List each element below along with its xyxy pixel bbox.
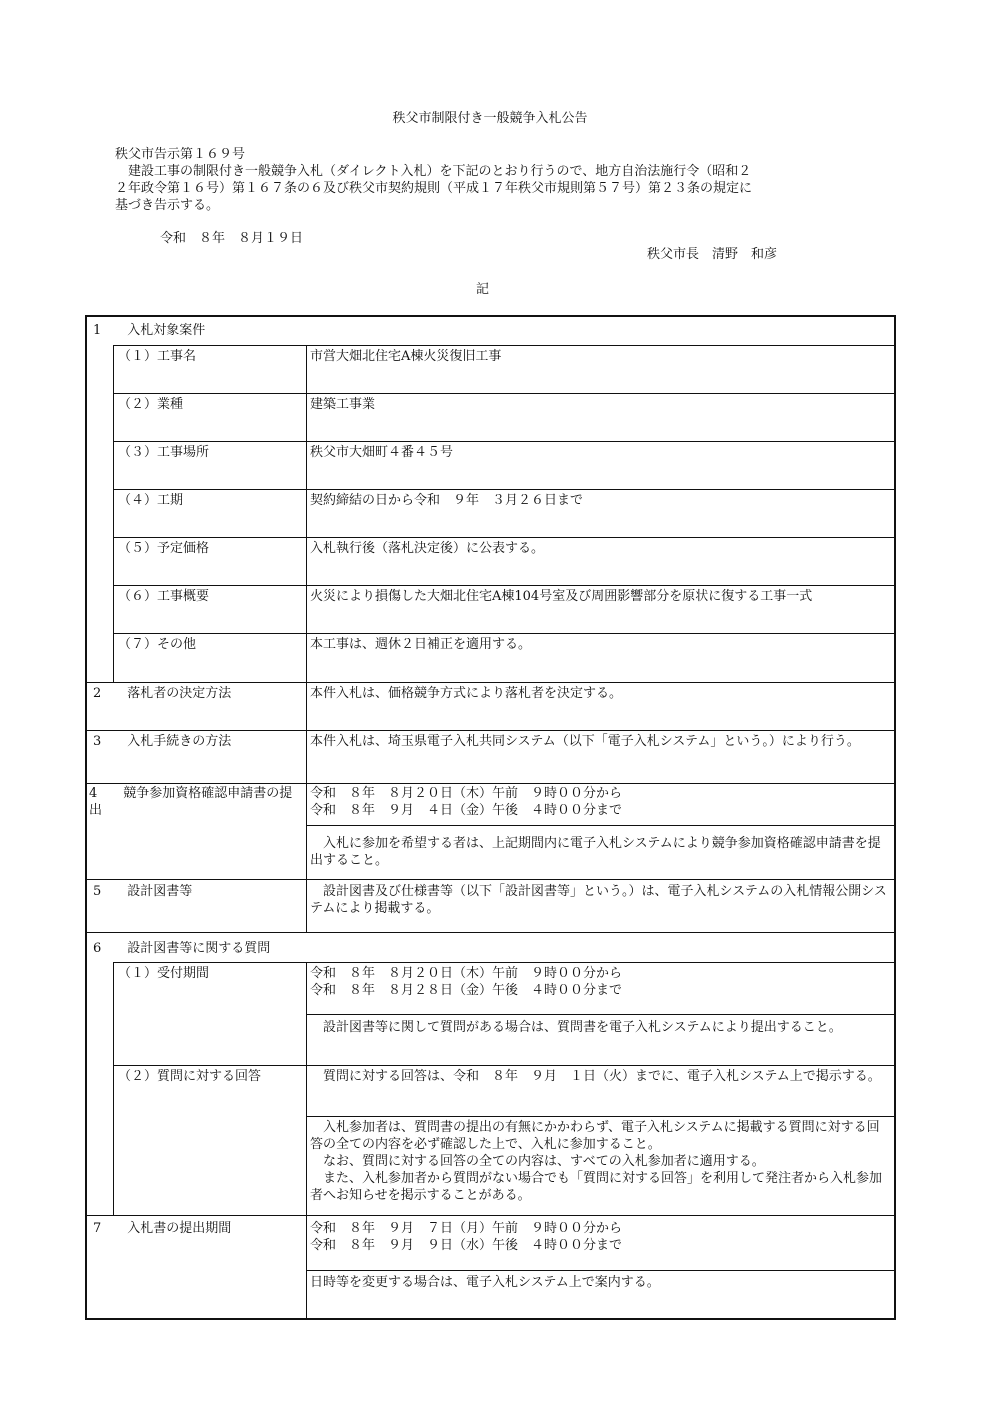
grid-line: [113, 633, 896, 634]
item-label-estimated-price: （５）予定価格: [118, 541, 210, 556]
section-6-item2-label: （２）質問に対する回答: [118, 1069, 262, 1084]
section-7-period-end: 令和 ８年 ９月 ９日（水）午後 ４時００分まで: [310, 1238, 623, 1253]
grid-line: [306, 1014, 896, 1015]
ki-heading: 記: [476, 282, 490, 297]
grid-line: [113, 1065, 896, 1066]
section-6-period-end: 令和 ８年 ８月２８日（金）午後 ４時００分まで: [310, 983, 623, 998]
grid-line: [87, 932, 896, 933]
section-2-value: 本件入札は、価格競争方式により落札者を決定する。: [310, 686, 623, 701]
grid-line: [87, 1215, 896, 1216]
section-5-label: 5 設計図書等: [93, 884, 193, 899]
section-6-period-start: 令和 ８年 ８月２０日（木）午前 ９時００分から: [310, 966, 623, 981]
section-4-note: 入札に参加を希望する者は、上記期間内に電子入札システムにより競争参加資格確認申請書を提出すること。: [310, 836, 881, 868]
item-label-other: （７）その他: [118, 637, 197, 652]
item-value-industry: 建築工事業: [310, 397, 376, 412]
body-line-3: 基づき告示する。: [115, 198, 220, 213]
grid-line: [306, 1270, 896, 1271]
item-label-construction-name: （１）工事名: [118, 349, 197, 364]
grid-line: [113, 537, 896, 538]
notice-number: 秩父市告示第１６９号: [115, 147, 246, 162]
grid-line: [306, 1116, 896, 1117]
notice-table: [85, 315, 896, 1320]
section-7-note: 日時等を変更する場合は、電子入札システム上で案内する。: [310, 1275, 660, 1290]
body-line-2: ２年政令第１６号）第１６７条の６及び秩父市契約規則（平成１７年秩父市規則第５７号）第２３条の規定に: [115, 181, 753, 196]
item-label-location: （３）工事場所: [118, 445, 210, 460]
section-3-value: 本件入札は、埼玉県電子入札共同システム（以下「電子入札システム」という。）により行う。: [310, 734, 860, 749]
grid-line: [113, 345, 896, 346]
item-value-estimated-price: 入札執行後（落札決定後）に公表する。: [310, 541, 545, 556]
item-value-overview: 火災により損傷した大畑北住宅A棟104号室及び周囲影響部分を原状に復する工事一式: [310, 589, 813, 604]
section-3-label: 3 入札手続きの方法: [93, 734, 232, 749]
grid-line: [113, 393, 896, 394]
page-title: 秩父市制限付き一般競争入札公告: [392, 111, 588, 126]
section-6-label: 6 設計図書等に関する質問: [93, 941, 271, 956]
item-value-other: 本工事は、週休２日補正を適用する。: [310, 637, 532, 652]
section-1-label: 1 入札対象案件: [93, 323, 206, 338]
grid-line: [113, 441, 896, 442]
grid-line: [113, 585, 896, 586]
item-value-period: 契約締結の日から令和 ９年 ３月２６日まで: [310, 493, 584, 508]
item-value-construction-name: 市営大畑北住宅A棟火災復旧工事: [310, 349, 502, 364]
grid-line: [113, 489, 896, 490]
section-7-period-start: 令和 ８年 ９月 ７日（月）午前 ９時００分から: [310, 1221, 623, 1236]
item-value-location: 秩父市大畑町４番４５号: [310, 445, 454, 460]
grid-line: [87, 730, 896, 731]
grid-line: [87, 682, 896, 683]
section-7-label: 7 入札書の提出期間: [93, 1221, 232, 1236]
section-4-period-end: 令和 ８年 ９月 ４日（金）午後 ４時００分まで: [310, 803, 623, 818]
section-5-value: 設計図書及び仕様書等（以下「設計図書等」という。）は、電子入札システムの入札情報公開システムにより掲載する。: [310, 884, 887, 916]
grid-line: [113, 962, 114, 1215]
section-6-item1-label: （１）受付期間: [118, 966, 210, 981]
item-label-industry: （２）業種: [118, 397, 184, 412]
body-line-1: 建設工事の制限付き一般競争入札（ダイレクト入札）を下記のとおり行うので、地方自治法施行令（昭和２: [115, 164, 752, 179]
grid-line: [306, 825, 896, 826]
section-4-label: 4 競争参加資格確認申請書の提出: [89, 786, 293, 818]
grid-line: [113, 962, 896, 963]
grid-line: [306, 345, 307, 932]
section-6-item2-value: 質問に対する回答は、令和 ８年 ９月 １日（火）までに、電子入札システム上で掲示する。: [310, 1069, 881, 1084]
mayor-name: 秩父市長 清野 和彦: [647, 247, 778, 262]
section-2-label: 2 落札者の決定方法: [93, 686, 232, 701]
grid-line: [306, 962, 307, 1320]
section-6-item2-note-1: 入札参加者は、質問書の提出の有無にかかわらず、電子入札システムに掲載する質問に対する回答の全ての内容を必ず確認した上で、入札に参加すること。: [310, 1120, 880, 1152]
section-6-item2-note-2: なお、質問に対する回答の全ての内容は、すべての入札参加者に適用する。: [310, 1154, 765, 1169]
grid-line: [113, 345, 114, 682]
section-4-period-start: 令和 ８年 ８月２０日（木）午前 ９時００分から: [310, 786, 623, 801]
item-label-period: （４）工期: [118, 493, 184, 508]
section-6-item1-note: 設計図書等に関して質問がある場合は、質問書を電子入札システムにより提出すること。: [310, 1020, 842, 1035]
notice-date: 令和 ８年 ８月１９日: [160, 231, 304, 246]
grid-line: [87, 879, 896, 880]
section-6-item2-note-3: また、入札参加者から質問がない場合でも「質問に対する回答」を利用して発注者から入札参加者へお知らせを掲示することがある。: [310, 1171, 883, 1203]
item-label-overview: （６）工事概要: [118, 589, 210, 604]
grid-line: [87, 783, 896, 784]
